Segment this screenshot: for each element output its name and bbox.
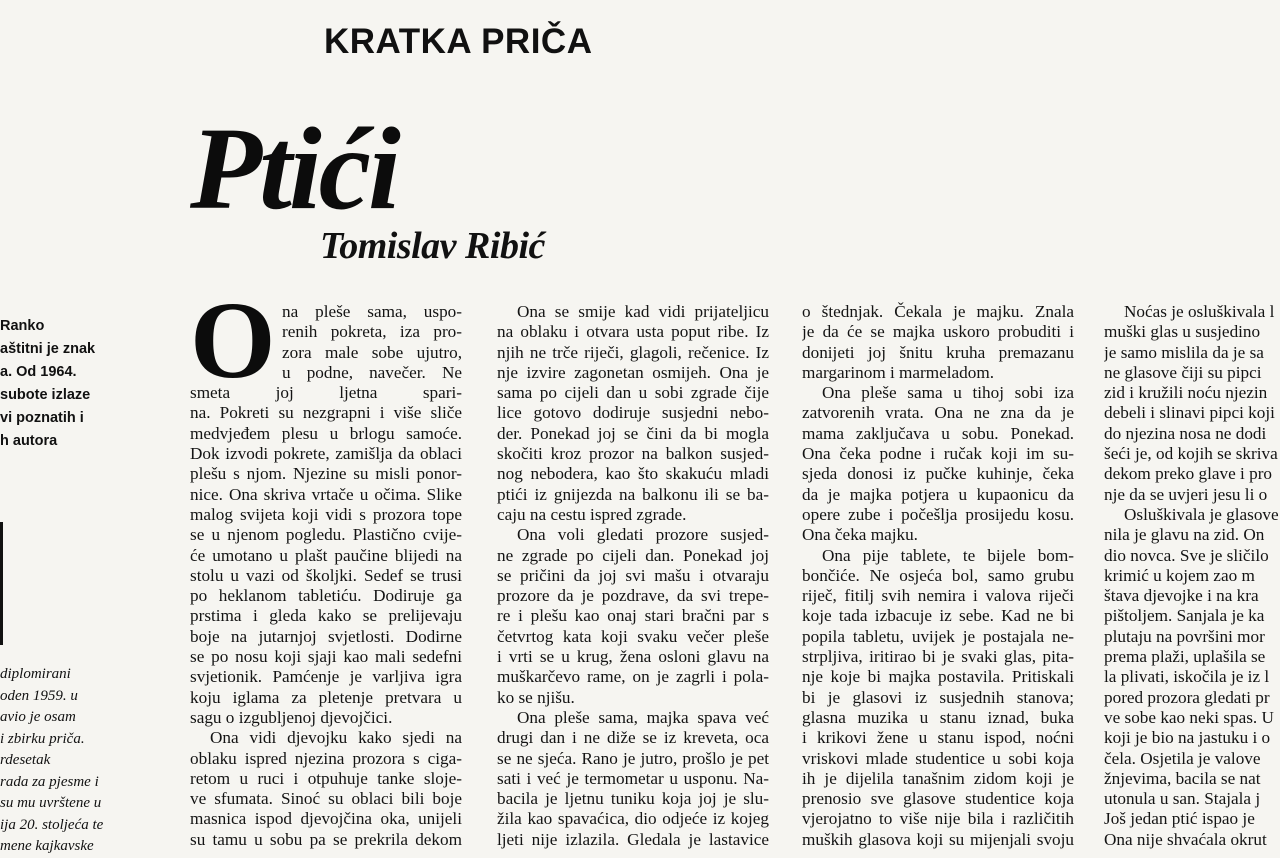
text-line: po heklanom tabletiću. Dodiruje ga (190, 586, 462, 606)
text-line: u podne, navečer. Ne (282, 362, 462, 382)
text-line: ko se njišu. (497, 687, 575, 707)
text-line: zatvorenih vrata. Ona ne zna da je (802, 403, 1074, 423)
text-line: lice gotovo dodiruje susjedni nebo- (497, 403, 769, 423)
text-line: debeli i slinavi pipci koji (1104, 403, 1275, 423)
text-line: pored prozora gledati pr (1104, 687, 1270, 707)
text-line: su mu uvrštene u (0, 795, 102, 811)
text-line: muškarčevo rame, on je zagrli i pola- (497, 667, 769, 687)
text-line: der. Ponekad joj se čini da bi mogla (497, 423, 769, 443)
text-line: Noćas je osluškivala l (1124, 302, 1275, 321)
text-line: štava djevojke i na kra (1104, 586, 1259, 606)
text-line: aštitni je znak (0, 341, 96, 357)
text-line: strpljiva, iritirao bi je svaki glas, pita- (802, 647, 1074, 667)
text-line: pištoljem. Sanjala je ka (1104, 606, 1265, 626)
text-line: nje koje bi majka postavila. Pritiskali (802, 667, 1074, 687)
text-line: da je majka potjera u kupaonicu da (802, 484, 1074, 504)
text-line: boje na jutarnjoj svjetlosti. Dodirne (190, 626, 462, 646)
text-line: re i plešu kao onaj stari bračni par s (497, 606, 769, 626)
text-line: h autora (0, 433, 58, 449)
article-column-1 (190, 279, 462, 850)
text-line: oblaku ispred njezina prozora s ciga- (190, 748, 462, 768)
text-line: Ona pleše sama u tihoj sobi iza (822, 383, 1074, 403)
text-line: medvjeđem plesu u brlogu samoće. (190, 423, 462, 443)
text-line: Ona vidi djevojku kako sjedi na (210, 728, 462, 748)
text-line: zid i kružili noću njezin (1104, 383, 1268, 403)
text-line: sati i već je termometar u usponu. Na- (497, 768, 769, 788)
text-line: i vrti se u krug, žena osloni glavu na (497, 647, 769, 667)
text-line: rada za pjesme i (0, 773, 99, 790)
text-line: donijeti joj šnitu kruha premazanu (802, 342, 1074, 362)
text-line: ija 20. stoljeća te (0, 816, 104, 833)
text-line: o štednjak. Čekala je majku. Znala (802, 302, 1074, 321)
text-line: Ona voli gledati prozore susjed- (517, 525, 769, 545)
text-line: muških glasova koji su mijenjali svoju (802, 829, 1074, 849)
text-line: avio je osam (0, 709, 76, 725)
text-line: oden 1959. u (0, 687, 78, 704)
text-line: ve sfumata. Sinoć su oblaci bili boje (190, 789, 462, 809)
text-line: renih pokreta, iza pro- (282, 322, 462, 342)
text-line: drugi dan i ne diže se iz kreveta, oca (497, 728, 769, 748)
text-line: čela. Osjetila je valove (1104, 748, 1261, 768)
article-author: Tomislav Ribić (320, 225, 545, 267)
text-line: la plivati, iskočila je iz l (1104, 667, 1270, 687)
text-line: opere zube i počešlja prosijedu kosu. (802, 504, 1074, 524)
text-line: Ranko (0, 318, 45, 334)
text-line: nila je glavu na zid. On (1104, 525, 1265, 545)
text-line: je samo mislila da je sa (1104, 342, 1264, 362)
text-line: Ona pleše sama, majka spava već (517, 707, 769, 727)
text-line: diplomirani (0, 666, 71, 682)
text-line: vriskovi mlade studentice u sobi koja (802, 748, 1074, 768)
text-line: glasna muzika u stanu iznad, buka (802, 707, 1074, 727)
text-line: će umotano u plašt paučine blijedi na (190, 545, 462, 565)
text-line: i krikovi žene u stanu ispod, noćni (802, 728, 1074, 748)
text-line: bacila je ljetnu tuniku koja joj je slu- (497, 789, 769, 809)
text-line: na pleše sama, uspo- (282, 302, 462, 321)
text-line: koji je bio na jastuku i o (1104, 728, 1271, 748)
text-line: zora male sobe ujutro, (282, 342, 462, 362)
text-line: plešu s njom. Njezine su misli ponor- (190, 464, 462, 484)
text-line: dio novca. Sve je sličilo (1104, 545, 1269, 565)
text-line: ve sobe kao neki spas. U (1104, 707, 1274, 727)
text-line: popila tabletu, uvijek je postajala ne- (802, 626, 1074, 646)
text-line: muški glas u susjedino (1104, 322, 1261, 342)
article-title: Ptići (190, 103, 398, 234)
text-line: Ona čeka majku. (802, 525, 918, 545)
text-line: ne zgrade po cijeli dan. Ponekad joj (497, 545, 769, 565)
text-line: žila kao spavaćica, dio odjeće iz kojeg (497, 809, 769, 829)
article-column-3 (802, 302, 1074, 850)
text-line: a. Od 1964. (0, 364, 77, 380)
drop-cap: O (190, 279, 276, 401)
text-line: Ona se smije kad vidi prijateljicu (517, 302, 769, 321)
text-line: mene kajkavske (0, 838, 94, 854)
text-line: nog nebodera, kao što skakuću mladi (497, 464, 769, 484)
text-line: koje tada izbacuje iz sebe. Kad ne bi (802, 606, 1074, 626)
text-line: prenosio sve glasove studentice koja (802, 789, 1074, 809)
text-line: četvrtog kata koji svaku večer pleše (497, 626, 769, 646)
text-line: retom u ruci i otpuhuje tanke sloje- (190, 768, 462, 788)
text-line: Ona nije shvaćala okrut (1104, 829, 1267, 849)
text-line: na. Pokreti su nezgrapni i više sliče (190, 403, 462, 423)
photo-edge (0, 522, 3, 645)
text-line: utonula u san. Stajala j (1104, 789, 1261, 809)
text-line: subote izlaze (0, 387, 91, 403)
text-line: sama po cijeli dan u sobi zgrade čije (497, 383, 769, 403)
article-column-4 (1104, 302, 1280, 850)
text-line: Dok izvodi pokrete, zamišlja da oblaci (190, 444, 462, 464)
text-line: Ona čeka podne i ručak koji im su- (802, 444, 1074, 464)
text-line: mama zaključava u sobu. Ponekad. (802, 423, 1074, 443)
text-line: žnjevima, bacila se nat (1104, 768, 1261, 788)
article-column-2 (497, 302, 769, 850)
text-line: Osluškivala je glasove (1124, 504, 1279, 524)
text-line: stolu u vazi od školjki. Sedef se trusi (190, 565, 462, 585)
text-line: nice. Ona skriva vrtače u očima. Slike (190, 484, 462, 504)
text-line: šeći je, od kojih se skriva (1104, 444, 1278, 464)
text-line: rdesetak (0, 752, 51, 768)
text-line: ptići iz gnijezda na balkonu ili se ba- (497, 484, 769, 504)
text-line: sagu o izgubljenoj djevojčici. (190, 707, 393, 727)
text-line: riječ, fitilj svih nemira i valova riječi (802, 586, 1074, 606)
text-line: vjerojatno to više nije bila i različitih (802, 809, 1074, 829)
text-line: skočiti kroz prozor na balkon susjed- (497, 444, 769, 464)
text-line: na oblaku i otvara usta poput ribe. Iz (497, 322, 769, 342)
text-line: do njezina nosa ne dodi (1104, 423, 1267, 443)
text-line: se ne sjeća. Rano je jutro, prošlo je pet (497, 748, 769, 768)
text-line: se u njenom pogledu. Plastično cvije- (190, 525, 462, 545)
text-line: i zbirku priča. (0, 730, 85, 747)
text-line: smeta joj ljetna spari- (190, 383, 462, 403)
section-label: KRATKA PRIČA (324, 22, 593, 61)
author-bio-italic (0, 664, 124, 858)
text-line: njih ne trče riječi, glagoli, rečenice. Iz (497, 342, 769, 362)
text-line: ljeti nije izlazila. Gledala je lastavice (497, 829, 769, 849)
text-line: margarinom i marmeladom. (802, 362, 995, 382)
text-line: bončiće. Ne osjeća bol, samo grubu (802, 565, 1074, 585)
text-line: malog svijeta koji vidi s prozora tope (190, 504, 462, 524)
text-line: koju iglama za pletenje pretvara u (190, 687, 462, 707)
text-line: ne glasove čiji su pipci (1104, 362, 1262, 382)
text-line: sjeda donosi iz pučke kuhinje, čeka (802, 464, 1074, 484)
text-line: prema plaži, uplašila se (1104, 647, 1266, 667)
text-line: ih je dijelila tanašnim zidom koji je (802, 768, 1074, 788)
text-line: se pričini da joj svi mašu i otvaraju (497, 565, 769, 585)
text-line: vi poznatih i (0, 410, 84, 426)
text-line: prstima i gleda kako se prelijevaju (190, 606, 462, 626)
text-line: dekom preko glave i pro (1104, 464, 1273, 484)
text-line: bi je glasovi iz susjednih stanova; (802, 687, 1074, 707)
text-line: plutaju na površini mor (1104, 626, 1265, 646)
text-line: nje izvire zagonetan osmijeh. Ona je (497, 362, 769, 382)
text-line: krimić u kojem zao m (1104, 565, 1255, 585)
text-line: prozore da je pozdrave, da svi trepe- (497, 586, 769, 606)
text-line: su tamu u sobu pa se prekrila dekom (190, 829, 462, 849)
text-line: nje da se uvjeri jesu li o (1104, 484, 1268, 504)
text-line: caju na cestu ispred zgrade. (497, 504, 687, 524)
text-line: svjetionik. Pamćenje je varljiva igra (190, 667, 462, 687)
author-bio-bold (0, 315, 115, 453)
text-line: Ona pije tablete, te bijele bom- (822, 545, 1074, 565)
text-line: se po nosu koji sjaji kao mali sedefni (190, 647, 462, 667)
text-line: je da će se majka uskoro probuditi i (802, 322, 1074, 342)
text-line: Još jedan ptić ispao je (1104, 809, 1255, 829)
text-line: masnica ispod djevojčina oka, unijeli (190, 809, 462, 829)
